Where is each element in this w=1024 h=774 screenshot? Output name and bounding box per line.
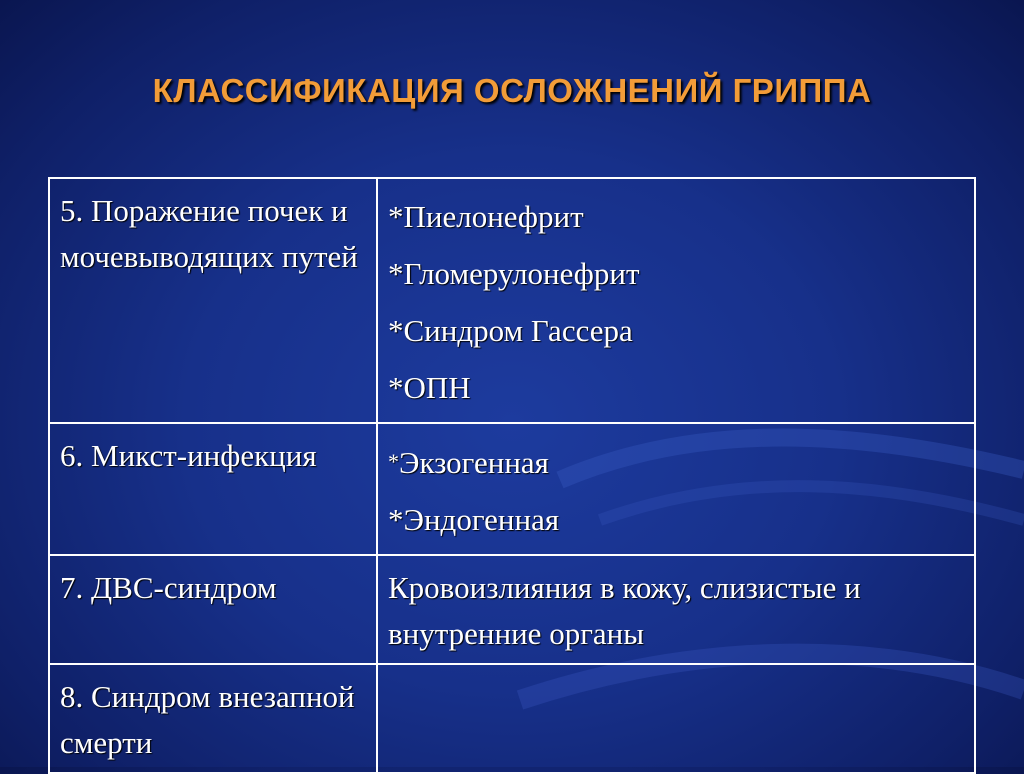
category-cell: 7. ДВС-синдром: [49, 555, 377, 664]
category-cell: 8. Синдром внезапной смерти: [49, 664, 377, 773]
list-item: *Эндогенная: [388, 502, 560, 537]
complications-table: [48, 177, 976, 774]
table-row: [49, 423, 975, 555]
category-cell: 6. Микст-инфекция: [49, 423, 377, 555]
items-cell: Кровоизлияния в кожу, слизистые и внутренние органы: [377, 555, 975, 664]
bullet-star: *: [388, 449, 399, 474]
category-cell: 5. Поражение почек и мочевыводящих путей: [49, 178, 377, 423]
list-item-text: Экзогенная: [399, 445, 549, 480]
list-item: [388, 433, 964, 491]
list-item: *Гломерулонефрит: [388, 256, 640, 291]
items-cell: [377, 178, 975, 423]
list-item: *Пиелонефрит: [388, 199, 584, 234]
list-item: *ОПН: [388, 370, 471, 405]
table-row: [49, 555, 975, 664]
table-row: [49, 664, 975, 773]
list-item: *Синдром Гассера: [388, 313, 633, 348]
items-cell-empty: [377, 664, 975, 773]
items-cell: [377, 423, 975, 555]
slide-title: КЛАССИФИКАЦИЯ ОСЛОЖНЕНИЙ ГРИППА: [152, 72, 872, 109]
table-row: [49, 178, 975, 423]
